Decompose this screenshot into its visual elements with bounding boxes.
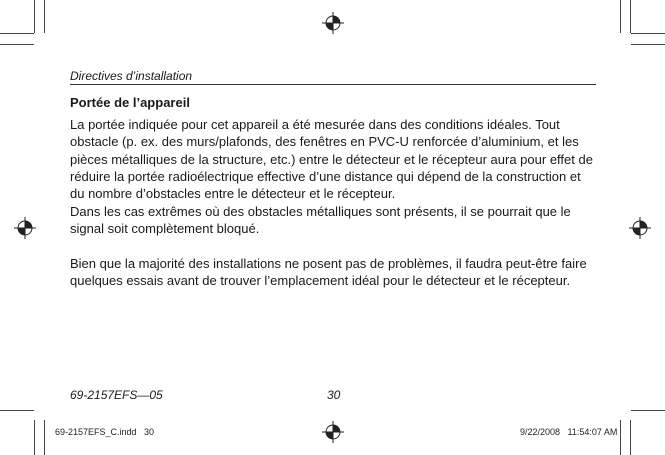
registration-mark-icon [629, 217, 651, 239]
crop-mark [0, 410, 34, 411]
registration-mark-icon [322, 421, 344, 443]
header-rule [70, 84, 596, 85]
registration-mark-icon [14, 217, 36, 239]
body-paragraph: Dans les cas extrêmes où des obstacles métalliques sont présents, il se pourrait que le signal soit complètement bloqué. [70, 204, 571, 237]
crop-mark [631, 410, 665, 411]
section-title: Portée de l’appareil [70, 95, 190, 110]
document-number: 69-2157EFS—05 [70, 388, 163, 402]
slug-filename: 69-2157EFS_C.indd 30 [55, 427, 155, 437]
crop-mark [630, 0, 631, 33]
running-header: Directives d’installation [70, 69, 193, 83]
crop-mark [620, 0, 621, 33]
page-number: 30 [327, 388, 341, 402]
crop-mark [0, 44, 34, 45]
body-paragraph: La portée indiquée pour cet appareil a été mesurée dans des conditions idéales. Tout obstacle (p. ex. des murs/plafonds, des fenêtres en PVC-U renforcée d’aluminium, et les pièces métalliques de la structure, etc.) entre le détecteur et le récepteur aura pour effet de réduire la portée radioélectrique effective d’une distance qui dépend de la construction et du nombre d’obstacles entre le détecteur et le récepteur. [70, 117, 593, 202]
crop-mark [44, 420, 45, 455]
crop-mark [34, 420, 35, 455]
crop-mark [631, 44, 665, 45]
crop-mark [0, 33, 34, 34]
crop-mark [34, 0, 35, 33]
crop-mark [631, 33, 665, 34]
slug-timestamp: 9/22/2008 11:54:07 AM [520, 427, 618, 437]
crop-mark [44, 0, 45, 33]
crop-mark [620, 420, 621, 455]
registration-mark-icon [322, 12, 344, 34]
body-paragraph: Bien que la majorité des installations ne posent pas de problèmes, il faudra peut-être faire quelques essais avant de trouver l’emplacement idéal pour le détecteur et le récepteur. [70, 256, 587, 289]
crop-mark [630, 420, 631, 455]
